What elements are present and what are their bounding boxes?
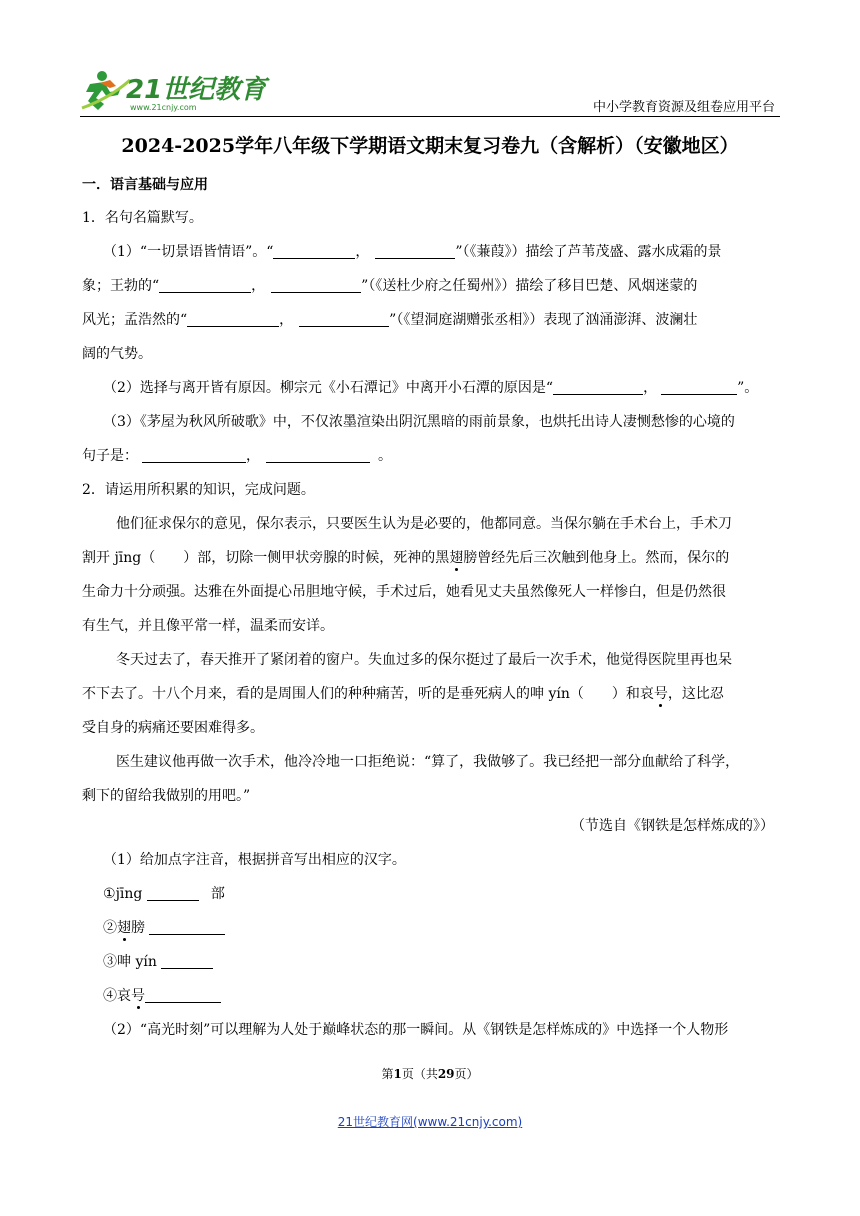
answer-blank[interactable] bbox=[375, 244, 455, 259]
item-number: ① bbox=[103, 886, 116, 902]
q2-sub2: （2）“高光时刻”可以理解为人处于巅峰状态的那一瞬间。从《钢铁是怎样炼成的》中选择一个人物形 bbox=[103, 1022, 729, 1038]
dotted-char: 翅 bbox=[117, 920, 131, 936]
answer-blank[interactable] bbox=[273, 244, 355, 259]
header-divider bbox=[80, 116, 780, 117]
text: 页） bbox=[454, 1067, 479, 1081]
passage-line: 生命力十分顽强。达雅在外面提心吊胆地守候，手术过后，她看见丈夫虽然像死人一样惨白，但是仍然很 bbox=[82, 584, 726, 600]
text: 不下去了。十八个月来，看的是周围人们的种种痛苦，听的是垂死病人的呻 yín（ ）和哀 bbox=[82, 686, 654, 702]
passage-line: 有生气，并且像平常一样，温柔而安详。 bbox=[82, 618, 334, 634]
answer-blank[interactable] bbox=[187, 312, 279, 327]
passage-line: 医生建议他再做一次手术，他冷冷地一口拒绝说：“算了，我做够了。我已经把一部分血献给了科学， bbox=[116, 754, 740, 770]
text: ， bbox=[279, 312, 294, 328]
q1-part2 bbox=[103, 377, 758, 397]
text: ”。 bbox=[737, 380, 759, 396]
passage-line: 冬天过去了，春天推开了紧闭着的窗户。失血过多的保尔挺过了最后一次手术，他觉得医院里再也呆 bbox=[116, 652, 732, 668]
text: 哀 bbox=[117, 988, 131, 1004]
text: ”（《望洞庭湖赠张丞相》）表现了汹涌澎湃、波澜壮 bbox=[389, 312, 698, 328]
text: ， bbox=[251, 278, 266, 294]
text: 第 bbox=[381, 1067, 394, 1081]
list-item bbox=[103, 985, 221, 1005]
dotted-char: 翅 bbox=[449, 550, 464, 566]
q2-stem: 2．请运用所积累的知识，完成问题。 bbox=[82, 482, 315, 498]
section-heading: 一．语言基础与应用 bbox=[82, 177, 208, 193]
item-number: ③ bbox=[103, 954, 117, 970]
q1-part3-line1: （3）《茅屋为秋风所破歌》中，不仅浓墨渲染出阴沉黑暗的雨前景象，也烘托出诗人凄恻愁惨的心境的 bbox=[103, 414, 735, 430]
text: ， bbox=[643, 380, 658, 396]
item-number: ④ bbox=[103, 988, 117, 1004]
passage-line bbox=[82, 683, 724, 703]
answer-blank[interactable] bbox=[145, 988, 221, 1003]
logo-url: www.21cnjy.com bbox=[130, 103, 197, 112]
text: （2）选择与离开皆有原因。柳宗元《小石潭记》中离开小石潭的原因是“ bbox=[103, 380, 554, 396]
q1-part1-line2 bbox=[82, 275, 697, 295]
answer-blank[interactable] bbox=[661, 380, 737, 395]
site-logo bbox=[80, 68, 267, 114]
q1-stem: 1．名句名篇默写。 bbox=[82, 210, 203, 226]
q1-part1-line1 bbox=[103, 241, 722, 261]
answer-blank[interactable] bbox=[142, 448, 246, 463]
passage-line: 剩下的留给我做别的用吧。” bbox=[82, 788, 251, 804]
text: jīng bbox=[115, 886, 147, 902]
text: ，这比忍 bbox=[667, 686, 724, 702]
text: ”（《蒹葭》）描绘了芦苇茂盛、露水成霜的景 bbox=[455, 244, 722, 260]
dotted-char: 号 bbox=[131, 988, 145, 1004]
answer-blank[interactable] bbox=[271, 278, 361, 293]
page-number bbox=[0, 1065, 860, 1082]
platform-name: 中小学教育资源及组卷应用平台 bbox=[592, 100, 775, 115]
text: ， bbox=[246, 448, 260, 464]
runner-logo-icon bbox=[80, 68, 267, 114]
text: ”（《送杜少府之任蜀州》）描绘了移目巴楚、风烟迷蒙的 bbox=[361, 278, 698, 294]
logo-text: 21世纪教育 bbox=[126, 75, 267, 105]
passage-line bbox=[82, 547, 729, 567]
text: 部 bbox=[210, 886, 225, 902]
answer-blank[interactable] bbox=[147, 886, 199, 901]
answer-blank[interactable] bbox=[161, 954, 213, 969]
footer-link[interactable]: 21世纪教育网(www.21cnjy.com) bbox=[337, 1115, 523, 1129]
q1-part1-line3 bbox=[82, 309, 697, 329]
text: 风光；孟浩然的“ bbox=[82, 312, 188, 328]
answer-blank[interactable] bbox=[553, 380, 643, 395]
text: 割开 jīng（ ）部，切除一侧甲状旁腺的时候，死神的黑 bbox=[82, 550, 450, 566]
dotted-char: 号 bbox=[653, 686, 668, 702]
q1-part1-line4: 阔的气势。 bbox=[82, 346, 152, 362]
total-pages: 29 bbox=[437, 1067, 455, 1081]
answer-blank[interactable] bbox=[159, 278, 251, 293]
passage-line: 他们征求保尔的意见，保尔表示，只要医生认为是必要的，他都同意。当保尔躺在手术台上，手术刀 bbox=[116, 516, 732, 532]
text: 。 bbox=[378, 448, 392, 464]
answer-blank[interactable] bbox=[299, 312, 389, 327]
item-number: ② bbox=[103, 920, 117, 936]
list-item bbox=[103, 951, 213, 971]
text: （1）“一切景语皆情语”。“ bbox=[103, 244, 274, 260]
list-item bbox=[103, 883, 225, 903]
q1-part3-line2 bbox=[82, 445, 392, 465]
answer-blank[interactable] bbox=[149, 920, 225, 935]
list-item bbox=[103, 917, 225, 937]
current-page: 1 bbox=[393, 1067, 402, 1081]
text: ， bbox=[355, 244, 370, 260]
text: 句子是： bbox=[82, 448, 138, 464]
text: 页（共 bbox=[401, 1067, 438, 1081]
text: 象；王勃的“ bbox=[82, 278, 160, 294]
passage-line: 受自身的病痛还要困难得多。 bbox=[82, 720, 264, 736]
passage-source: （节选自《钢铁是怎样炼成的》） bbox=[571, 818, 774, 834]
text: 膀曾经先后三次触到他身上。然而，保尔的 bbox=[463, 550, 730, 566]
text: 膀 bbox=[131, 920, 150, 936]
q2-sub1: （1）给加点字注音，根据拼音写出相应的汉字。 bbox=[103, 852, 406, 868]
text: 呻 yín bbox=[117, 954, 162, 970]
answer-blank[interactable] bbox=[266, 448, 370, 463]
document-title: 2024-2025学年八年级下学期语文期末复习卷九（含解析）（安徽地区） bbox=[121, 135, 739, 157]
